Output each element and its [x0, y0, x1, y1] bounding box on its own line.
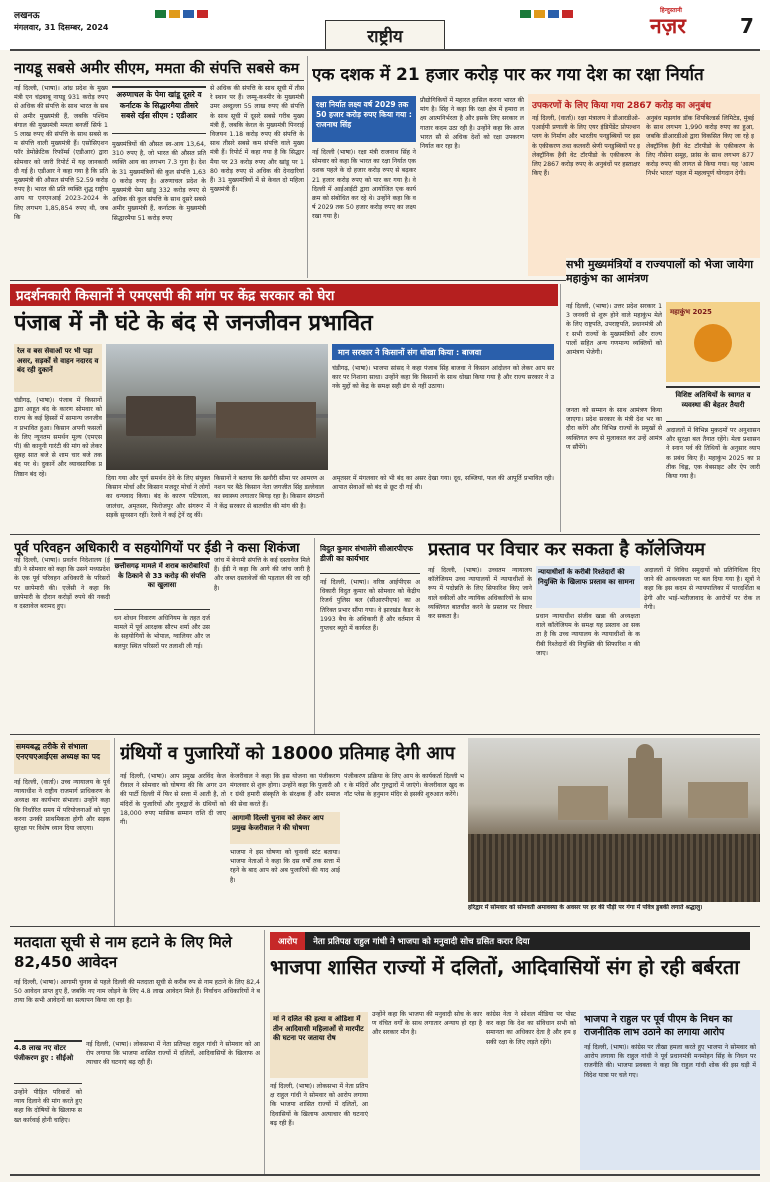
s6-col1: नई दिल्ली, (भाषा)। वरिष्ठ आईपीएस अधिकारी विदुत कुमार को सोमवार को केंद्रीय रिजर्व पुलिस बल (सीआरपीएफ) का अतिरिक्त प्रभार सौंपा गया। वे झारखंड कैडर के 1993 बैच के अधिकारी हैं और वर्तमान में गुप्तचर ब्यूरो में कार्यरत हैं।: [320, 579, 420, 633]
s7-col1: नई दिल्ली, (भाषा)। उच्चतम न्यायालय कॉलेजियम उच्च न्यायालयों में न्यायाधीशों के रूप में पदोन्नति के लिए सिफारिश किए जाने वाले वकीलों और न्यायिक अधिकारियों के साथ व्यक्तिगत बातचीत करने के प्रस्ताव पर विचार कर सकता है।: [428, 567, 532, 621]
s5-col1: नई दिल्ली, (भाषा)। प्रवर्तन निदेशालय (ईडी) ने सोमवार को कहा कि उसने मध्यप्रदेश के एक पूर्व परिवहन अधिकारी के परिसरों पर छापेमारी की। एजेंसी ने कहा कि छापेमारी के दौरान करोड़ों रुपये की नकदी व दस्तावेज बरामद हुए।: [14, 557, 110, 611]
s3-red-caption-text: मान सरकार ने किसानों संग धोखा किया : बाजवा: [338, 347, 482, 357]
s7-sub-box: [536, 566, 640, 608]
s7-sub: न्यायाधीशों के करीबी रिश्तेदारों की नियुक्ति के खिलाफ प्रस्ताव का सामना: [538, 568, 635, 586]
s1-subhead-box: [112, 86, 206, 134]
s10-col-b: नई दिल्ली, (भाषा)। लोकसभा में नेता प्रतिपक्ष राहुल गांधी ने सोमवार को आरोप लगाया कि भाजपा शासित राज्यों में दलितों, आदिवासियों के खिलाफ अत्याचार की घटनाएं बढ़ रही हैं।: [86, 1041, 260, 1067]
s1-col1: नई दिल्ली, (भाषा)। आंध्र प्रदेश के मुख्यमंत्री एन चंद्रबाबू नायडू 931 करोड़ रुपए से अधिक की संपत्ति के साथ भारत के सबसे अमीर मुख्यमंत्री हैं, जबकि पश्चिम बंगाल की मुख्यमंत्री ममता बनर्जी सिर्फ 15 लाख रुपए की संपत्ति के साथ सबसे कम संपत्ति वाली मुख्यमंत्री हैं। एसोसिएशन फॉर डेमोक्रेटिक रिफॉर्म्स (एडीआर) द्वारा सोमवार को जारी रिपोर्ट में यह जानकारी दी गई है। एडीआर ने कहा गया है कि प्रति मुख्यमंत्री की औसत संपत्ति 52.59 करोड़ रुपए है। भारत की प्रति व्यक्ति शुद्ध राष्ट्रीय आय या एनएनआई 2023-2024 के लिए लगभग 1,85,854 रुपए थी, जबकि: [14, 85, 108, 221]
s9-col4: पंजीकरण प्रक्रिया के लिए आप के कार्यकर्ता दिल्ली भर के मंदिरों और गुरुद्वारों में जाएंगे। केजरीवाल खुद कनॉट प्लेस के हनुमान मंदिर से इसकी शुरुआत करेंगे।: [344, 773, 464, 799]
s3-band-text: प्रदर्शनकारी किसानों ने एमएसपी की मांग पर केंद्र सरकार को घेरा: [16, 288, 335, 304]
s3-col4: किसानों ने बताया कि खनौरी सीमा पर आमरण अनशन पर बैठे किसान नेता जगजीत सिंह डल्लेवाल का स्वास्थ्य लगातार बिगड़ रहा है। किसान संगठनों ने केंद्र सरकार से बातचीत की मांग की है।: [214, 475, 324, 510]
s6-sub-box: [320, 544, 420, 574]
s4-photo: [666, 302, 760, 382]
s10-col1: नई दिल्ली, (भाषा)। लोकसभा में नेता प्रतिपक्ष राहुल गांधी ने सोमवार को आरोप लगाया कि भाजपा शासित राज्यों में दलितों, आदिवासियों के खिलाफ अत्याचार की घटनाएं बढ़ रही हैं।: [270, 1083, 368, 1127]
date: मंगलवार, 31 दिसम्बर, 2024: [14, 23, 109, 32]
s2-box: [312, 96, 416, 142]
page-number: 7: [740, 14, 754, 38]
s10-band-text: नेता प्रतिपक्ष राहुल गांधी ने भाजपा को मनुवादी सोच ग्रसित करार दिया: [313, 936, 530, 947]
s3-red-caption: [332, 344, 554, 360]
s9-photo-caption: हरिद्वार में सोमवार को सोमवती अमावस्या के अवसर पर हर की पौड़ी पर गंगा में पवित्र डुबकी लगाते श्रद्धालु।: [468, 904, 703, 911]
s2-col1: नई दिल्ली (भाषा)। रक्षा मंत्री राजनाथ सिंह ने सोमवार को कहा कि भारत का रक्षा निर्यात एक दशक पहले के दो हजार करोड़ रुपए से बढ़कर 21 हजार करोड़ रुपए को पार कर गया है। वे दिल्ली में आईआईटी द्वारा आयोजित एक कार्यक्रम को संबोधित कर रहे थे। उन्होंने कहा कि वर्ष 2029 तक 50 हजार करोड़ रुपए का लक्ष्य रखा गया है।: [312, 149, 416, 221]
s10-band: [270, 932, 750, 950]
s9-photo: [468, 738, 760, 902]
s9-col3: भाजपा ने इस घोषणा को चुनावी स्टंट बताया। भाजपा नेताओं ने कहा कि दस वर्षों तक सत्ता में रहने के बाद आप को अब पुजारियों की याद आई है।: [230, 849, 340, 884]
s9-col2: केजरीवाल ने कहा कि इस योजना का पंजीकरण मंगलवार से शुरू होगा। उन्होंने कहा कि पुजारी और ग्रंथी हमारी संस्कृति के संरक्षक हैं और समाज की सेवा करते हैं।: [230, 773, 340, 808]
s6-sub: विदुत कुमार संभालेंगे सीआरपीएफ डीजी का कार्यभार: [320, 544, 413, 563]
s1-headline: नायडू सबसे अमीर सीएम, ममता की संपत्ति सबसे कम: [14, 61, 300, 77]
s10-band-label: आरोप: [270, 932, 305, 950]
s10-side-box: [14, 1040, 82, 1084]
s3-sub1-box: [14, 344, 102, 392]
s1-subhead: अरुणाचल के पेमा खांडू दूसरे व कर्नाटक के सिद्धारमैया तीसरे सबसे रईस सीएम : एडीआर: [116, 90, 202, 120]
s10-col: नई दिल्ली, (भाषा)। आगामी चुनाव से पहले दिल्ली की मतदाता सूची से करीब रुप से नाम हटाने के लिए 82,450 आवेदन प्राप्त हुए हैं, जबकि नए नाम जोड़ने के लिए 4.8 लाख आवेदन मिले हैं। निर्वाचन अधिकारियों ने बताया कि सभी आवेदनों का सत्यापन किया जा रहा है।: [14, 979, 260, 1005]
s8-sub-box: [14, 740, 110, 774]
s10-col2: उन्होंने कहा कि भाजपा की मनुवादी सोच के कारण वंचित वर्गों के साथ लगातार अन्याय हो रहा है और सरकार मौन है।: [372, 1011, 482, 1037]
city: लखनऊ: [14, 11, 40, 21]
s5-sub-box: [114, 558, 210, 610]
s3-sub1: रेल व बस सेवाओं पर भी पड़ा असर, सड़कों से वाहन नदारद व बंद रही दुकानें: [17, 347, 99, 374]
s3-col5: अमृतसर में मंगलवार को भी बंद का असर देखा गया। दूध, सब्जियां, फल की आपूर्ति प्रभावित रही। आपात सेवाओं को बंद से छूट दी गई थी।: [332, 475, 554, 492]
s7-col3: अदालतों में विविध समुदायों को प्रतिनिधित्व दिए जाने की आवश्यकता पर बल दिया गया है। सूत्रों ने कहा कि इस कदम से न्यायपालिका में पारदर्शिता बढ़ेगी और भाई-भतीजावाद के आरोपों पर रोक लगेगी।: [644, 567, 760, 611]
s3-headline: पंजाब में नौ घंटे के बंद से जनजीवन प्रभावित: [14, 311, 373, 336]
s5-headline: पूर्व परिवहन अधिकारी व सहयोगियों पर ईडी ने कसा शिकंजा: [14, 541, 300, 556]
s3-photo: [106, 344, 328, 470]
s11-col: नई दिल्ली, (भाषा)। कांग्रेस पर तीखा हमला करते हुए भाजपा ने सोमवार को आरोप लगाया कि राहुल गांधी ने पूर्व प्रधानमंत्री मनमोहन सिंह के निधन पर राजनीति की। भाजपा प्रवक्ता ने कहा कि राहुल गांधी शोक की इस घड़ी में विदेश यात्रा पर चले गए।: [584, 1044, 756, 1079]
s2-panel-title: उपकरणों के लिए किया गया 2867 करोड़ का अनुबंध: [532, 101, 711, 111]
s4-headline: सभी मुख्यमंत्रियों व राज्यपालों को भेजा जायेगा महाकुंभ का आमंत्रण: [566, 258, 760, 298]
s4-pull-box: [666, 386, 760, 422]
s10-sub2-box: [270, 1012, 368, 1078]
s2-panel: [528, 94, 760, 276]
color-stripes: [155, 10, 208, 18]
s3-col3: दिया गया और पूर्ण समर्थन देने के लिए संयुक्त किसान मोर्चा और किसान मजदूर मोर्चा ने लोगों का धन्यवाद किया। बंद के कारण पटियाला, जालंधर, अमृतसर, फिरोजपुर और संगरूर में सड़कें सुनसान रहीं। रेलवे ने कई ट्रेनें रद्द कीं।: [106, 475, 210, 519]
s5-sub: छत्तीसगढ़ मामले में शराब कारोबारियों के ठिकाने से 33 करोड़ की संपत्ति का खुलासा: [114, 562, 210, 590]
s5-col3: जांच में बेनामी संपत्ति के कई दस्तावेज मिले हैं। ईडी ने कहा कि आगे की जांच जारी है और जब्त दस्तावेजों की पड़ताल की जा रही है।: [214, 557, 310, 592]
s5-col2: धन शोधन निवारण अधिनियम के तहत दर्ज मामले में पूर्व आरक्षक सौरभ शर्मा और उसके सहयोगियों के भोपाल, ग्वालियर और जबलपुर स्थित परिसरों पर तलाशी ली गई।: [114, 615, 210, 650]
s8-sub: समयबद्ध तरीके से संभाला एनएचएआईएस अध्यक्ष का पद: [16, 742, 100, 761]
s2-panel-col2: अनुबंध मझगांव डॉक शिपबिल्डर्स लिमिटेड, मुंबई के साथ लगभग 1,990 करोड़ रुपए का हुआ, जबकि डीआरडीओ द्वारा विकसित किए जा रहे इलेक्ट्रॉनिक हैवी वेट टॉरपीडो के एकीकरण के लिए नौसेना समूह, फ्रांस के साथ लगभग 877 करोड़ रुपए की लागत से किया गया। यह 'आत्मनिर्भर भारत' पहल में महत्वपूर्ण योगदान देगी।: [646, 115, 754, 178]
s7-col2: प्रधान न्यायाधीश संजीव खन्ना की अध्यक्षता वाले कॉलेजियम के समक्ष यह प्रस्ताव आ सकता है कि उच्च न्यायालय के न्यायाधीशों के करीबी रिश्तेदारों की नियुक्ति की सिफारिश न की जाए।: [536, 613, 640, 657]
section-title: राष्ट्रीय: [367, 27, 403, 47]
s9-col1: नई दिल्ली, (भाषा)। आप प्रमुख अरविंद केजरीवाल ने सोमवार को घोषणा की कि अगर उनकी पार्टी दिल्ली में फिर से सत्ता में आती है, तो मंदिरों के पुजारियों और गुरुद्वारों के ग्रंथियों को 18,000 रुपए मासिक सम्मान राशि दी जाएगी।: [120, 773, 226, 827]
s2-panel-col1: नई दिल्ली, (वार्ता)। रक्षा मंत्रालय ने डीआरडीओ-एआईपी प्रणाली के लिए एयर इंडिपेंडेंट प्रोपल्शन प्लग के निर्माण और भारतीय पनडुब्बियों पर इसके एकीकरण तथा कलवरी श्रेणी पनडुब्बियों पर इलेक्ट्रॉनिक हैवी वेट टॉरपीडो के एकीकरण के लिए 2867 करोड़ रुपए के अनुबंधों पर हस्ताक्षर किए हैं।: [532, 115, 640, 178]
s3-col1: चंडीगढ़, (भाषा)। पंजाब में किसानों द्वारा आहूत बंद के कारण सोमवार को राज्य के कई हिस्सों में सामान्य जनजीवन प्रभावित हुआ। किसान अपनी फसलों के लिए न्यूनतम समर्थन मूल्य (एमएसपी) की कानूनी गारंटी की मांग को लेकर सुबह सात बजे से शाम चार बजे तक बंद पर थे। दुकानें और व्यावसायिक प्रतिष्ठान बंद रहे।: [14, 397, 102, 478]
s2-headline: एक दशक में 21 हजार करोड़ पार कर गया देश का रक्षा निर्यात: [312, 65, 704, 85]
s4-col2: जनता को सम्मान के साथ आमंत्रण किया जाएगा। प्रदेश सरकार के मंत्री देश भर का दौरा करेंगे और विभिन्न राज्यों के प्रमुखों से व्यक्तिगत रूप से मुलाकात कर उन्हें आमंत्रण सौंपेंगे।: [566, 407, 662, 451]
paper-prefix: हिन्दुस्तानी: [660, 7, 682, 14]
s3-band: [10, 284, 558, 306]
s4-col3: अदालतों में विभिन्न मुकदमों पर अनुशासन और सुरक्षा बल तैनात रहेंगे। मेला प्रशासन ने स्नान पर्व की तिथियों के अनुसार व्यापक प्रबंध किए हैं। महाकुंभ 2025 का प्रतीक चिह्न, एक वेबसाइट और ऐप जारी किया गया है।: [666, 427, 760, 481]
section-tab: [325, 20, 445, 50]
s10-side-sub: 4.8 लाख नए वोटर पंजीकरण हुए : सीईओ: [14, 1044, 74, 1062]
s10-col3: कांग्रेस नेता ने सोशल मीडिया पर पोस्ट कर कहा कि देश का संविधान सभी को समानता का अधिकार देता है और हम इसकी रक्षा के लिए लड़ते रहेंगे।: [486, 1011, 576, 1046]
s9-sub-box: [230, 812, 340, 844]
s10-headline: मतदाता सूची से नाम हटाने के लिए मिले 82,450 आवेदन: [14, 933, 232, 971]
s1-col2: मुख्यमंत्रियों की औसत स्व-आय 13,64,310 रुपए है, जो भारत की औसत प्रति व्यक्ति आय का लगभग 7.3 गुना है। देश के 31 मुख्यमंत्रियों की कुल संपत्ति 1,630 करोड़ रुपए है। अरुणाचल प्रदेश के मुख्यमंत्री पेमा खांडू 332 करोड़ रुपए से अधिक की कुल संपत्ति के साथ दूसरे सबसे अमीर मुख्यमंत्री हैं, कर्नाटक के मुख्यमंत्री सिद्धारमैया 51 करोड़ रुपए: [112, 141, 206, 222]
s1-col3: से अधिक की संपत्ति के साथ सूची में तीसरे स्थान पर हैं। जम्मू-कश्मीर के मुख्यमंत्री उमर अब्दुल्ला 55 लाख रुपए की संपत्ति के साथ सूची में दूसरे सबसे गरीब मुख्यमंत्री हैं, जबकि केरल के मुख्यमंत्री पिनराई विजयन 1.18 करोड़ रुपए की संपत्ति के साथ तीसरे सबसे कम संपत्ति वाले मुख्यमंत्री हैं। रिपोर्ट में कहा गया है कि सिद्धारमैया पर 23 करोड़ रुपए और खांडू पर 180 करोड़ रुपए से अधिक की देनदारियां हैं। 31 मुख्यमंत्रियों में से केवल दो महिला मुख्यमंत्री हैं।: [210, 85, 304, 194]
s8-col: नई दिल्ली, (वार्ता)। उच्च न्यायालय के पूर्व न्यायाधीश ने राष्ट्रीय राजमार्ग प्राधिकरण के अध्यक्ष का कार्यभार संभाला। उन्होंने कहा कि निर्धारित समय में परियोजनाओं को पूरा करना उनकी प्राथमिकता होगी और सड़क सुरक्षा पर विशेष ध्यान दिया जाएगा।: [14, 779, 110, 833]
s2-col2: प्रौद्योगिकियों में महारत हासिल करना भारत की मांग है। सिंह ने कहा कि रक्षा क्षेत्र में हमारा लक्ष्य आत्मनिर्भरता है और इसके लिए सरकार लगातार कदम उठा रही है। उन्होंने कहा कि आज भारत सौ से अधिक देशों को रक्षा उपकरण निर्यात कर रहा है।: [420, 97, 524, 151]
s4-pull: विशिष्ट अतिथियों के स्वागत व व्यवस्था की बेहतर तैयारी: [675, 391, 751, 409]
s2-box-text: रक्षा निर्यात लक्ष्य वर्ष 2029 तक 50 हजार करोड़ रुपए किया गया : राजनाथ सिंह: [316, 100, 412, 129]
s7-headline: प्रस्ताव पर विचार कर सकता है कॉलेजियम: [428, 539, 706, 560]
s4-col1: नई दिल्ली, (भाषा)। उत्तर प्रदेश सरकार 13 जनवरी से शुरू होने वाले महाकुंभ मेले के लिए राष्ट्रपति, उपराष्ट्रपति, प्रधानमंत्री और सभी राज्यों के मुख्यमंत्रियों और राज्यपालों सहित अन्य गणमान्य व्यक्तियों को आमंत्रण भेजेगी।: [566, 303, 662, 357]
s10-col-c: उन्होंने पीड़ित परिवारों को न्याय दिलाने की मांग करते हुए कहा कि दोषियों के खिलाफ सख्त कार्रवाई होनी चाहिए।: [14, 1089, 82, 1124]
s11-headline: भाजपा ने राहुल पर पूर्व पीएम के निधन का राजनीतिक लाभ उठाने का लगाया आरोप: [584, 1014, 733, 1038]
s11-box: [580, 1010, 760, 1170]
s3-col2: चंडीगढ़, (भाषा)। भाजपा सांसद ने कहा पंजाब सिंह बाजवा ने किसान आंदोलन को लेकर आप सरकार पर निशाना साधा। उन्होंने कहा कि किसानों के साथ धोखा किया गया है और राज्य सरकार ने उनके मुद्दों को केंद्र के समक्ष सही ढंग से नहीं उठाया।: [332, 365, 554, 391]
s9-sub: आगामी दिल्ली चुनाव को लेकर आप प्रमुख केजरीवाल ने की घोषणा: [232, 814, 324, 832]
color-stripes-right: [520, 10, 573, 18]
s10-sub2: मां ने दलित की हत्या व ओडिशा में तीन आदिवासी महिलाओं से मारपीट की घटना पर जताया रोष: [273, 1015, 364, 1042]
s10-headline2: भाजपा शासित राज्यों में दलितों, आदिवासियों संग हो रही बर्बरता: [270, 955, 740, 979]
masthead: [0, 0, 770, 50]
paper-logo: नज़र: [650, 14, 686, 38]
s9-headline: ग्रंथियों व पुजारियों को 18000 प्रतिमाह देगी आप: [120, 743, 455, 764]
kumbh-badge: महाकुंभ 2025: [670, 308, 712, 316]
